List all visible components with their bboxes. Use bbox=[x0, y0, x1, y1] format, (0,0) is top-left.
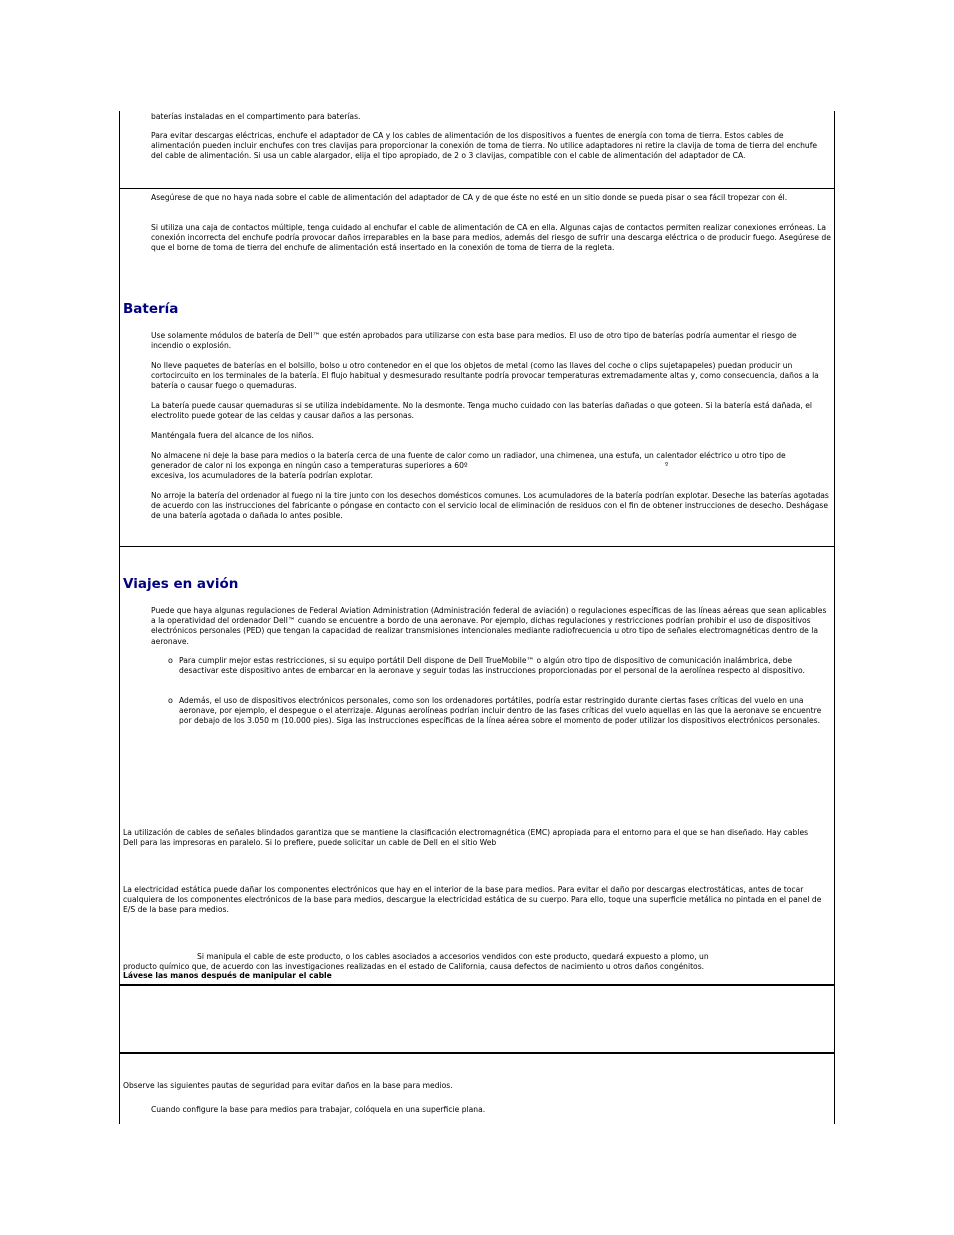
paragraph-battery-fire: No arroje la batería del ordenador al fuego ni la tire junto con los desechos domésticos comunes. Los acumuladores de la batería podrían explotar. Deseche las baterías agotadas de acuerdo con las instrucciones del fabricante o póngase en contacto con el servicio local de eliminación de residuos con el fin de obtener instrucciones de desecho. Deshágase de una batería agotada o dañada lo antes posible. bbox=[151, 491, 829, 521]
paragraph-battery-dell: Use solamente módulos de batería de Dell™ que estén aprobados para utilizarse con esta base para medios. El uso de otro tipo de baterías podría aumentar el riesgo de incendio o explosión. bbox=[151, 331, 797, 351]
paragraph-electric-shock: Para evitar descargas eléctricas, enchufe el adaptador de CA y los cables de alimentación de los dispositivos a fuentes de energía con toma de tierra. Estos cables de alimentación pueden incluir enchufes con tres clavijas para proporcionar la conexión de toma de tierra. No utilice adaptadores ni retire la clavija de toma de tierra del enchufe del cable de alimentación. Si usa un cable alargador, elija el tipo apropiado, de 2 o 3 clavijas, compatible con el cable de alimentación del adaptador de CA. bbox=[151, 131, 818, 161]
heading-bateria: Batería bbox=[123, 301, 179, 317]
paragraph-lead-line2: producto químico que, de acuerdo con las investigaciones realizadas en el estado de California, causa defectos de nacimiento u otros daños congénitos. bbox=[123, 962, 705, 971]
paragraph-flat-surface: Cuando configure la base para medios para trabajar, colóquela en una superficie plana. bbox=[151, 1105, 486, 1114]
lead-wash-hands: Lávese las manos después de manipular el cable bbox=[123, 971, 332, 980]
bullet-marker: o bbox=[168, 656, 173, 665]
paragraph-battery-heat: No almacene ni deje la base para medios o la batería cerca de una fuente de calor como un radiador, una chimenea, una estufa, un calentador eléctrico u otro tipo de generador de calor ni los exponga en ningún caso a temperaturas superiores a 60º bbox=[151, 451, 786, 471]
bullet-marker: o bbox=[168, 696, 173, 705]
divider bbox=[119, 984, 834, 986]
paragraph-battery-burns: La batería puede causar quemaduras si se utiliza indebidamente. No la desmonte. Tenga mucho cuidado con las baterías dañadas o que goteen. Si la batería está dañada, el electrolito puede gotear de las celdas y causar daños a las personas. bbox=[151, 401, 813, 421]
paragraph-power-cable: Asegúrese de que no haya nada sobre el cable de alimentación del adaptador de CA y de que éste no esté en un sitio donde se pueda pisar o sea fácil tropezar con él. bbox=[151, 193, 788, 202]
paragraph-esd: La electricidad estática puede dañar los componentes electrónicos que hay en el interior de la base para medios. Para evitar el daño por descargas electrostáticas, antes de tocar cualquiera de los componentes electrónicos de la base para medios, descargue la electricidad estática de su cuerpo. Para ello, toque una superficie metálica no pintada en el panel de E/S de la base para medios. bbox=[123, 885, 822, 915]
paragraph-battery-children: Manténgala fuera del alcance de los niños. bbox=[151, 431, 314, 440]
paragraph-emc: La utilización de cables de señales blindados garantiza que se mantiene la clasificación electromagnética (EMC) apropiada para el entorno para el que se han diseñado. Hay cables Dell para las impresoras en paralelo. Si lo prefiere, puede solicitar un cable de Dell en el sitio Web bbox=[123, 828, 809, 848]
paragraph-battery-compartment: baterías instaladas en el compartimento para baterías. bbox=[151, 112, 361, 121]
paragraph-power-strip: Si utiliza una caja de contactos múltiple, tenga cuidado al enchufar el cable de alimentación de CA en ella. Algunas cajas de contactos permiten realizar conexiones erróneas. La conexión incorrecta del enchufe podría provocar daños irreparables en la base para medios, además del riesgo de sufrir una descarga eléctrica o de producir fuego. Asegúrese de que el borne de toma de tierra del enchufe de alimentación está insertado en la conexión de toma de tierra de la regleta. bbox=[151, 223, 831, 253]
divider bbox=[119, 188, 834, 189]
paragraph-battery-pocket: No lleve paquetes de baterías en el bolsillo, bolso u otro contenedor en el que los objetos de metal (como las llaves del coche o clips sujetapapeles) puedan producir un cortocircuito en los terminales de la batería. El flujo habitual y desmesurado resultante podría provocar temperaturas extremadamente altas y, como consecuencia, daños a la batería o causar fuego o quemaduras. bbox=[151, 361, 819, 391]
divider bbox=[119, 546, 834, 547]
list-item-wireless: Para cumplir mejor estas restricciones, si su equipo portátil Dell dispone de Dell TrueMobile™ o algún otro tipo de dispositivo de comunicación inalámbrica, debe desactivar este dispositivo antes de embarcar en la aeronave y seguir todas las instrucciones proporcionadas por el personal de la aerolínea respecto al dispositivo. bbox=[179, 656, 805, 676]
paragraph-lead-warning bbox=[123, 971, 823, 981]
divider bbox=[119, 1052, 834, 1054]
paragraph-faa: Puede que haya algunas regulaciones de Federal Aviation Administration (Administración federal de aviación) o regulaciones específicas de las líneas aéreas que sean aplicables a la operatividad del ordenador Dell™ cuando se encuentre a bordo de una aeronave. Por ejemplo, dichas regulaciones y restricciones podrían prohibir el uso de dispositivos electrónicos personales (PED) que tengan la capacidad de realizar transmisiones intencionales mediante radiofrecuencia u otro tipo de señales electromagnéticas dentro de la aeronave. bbox=[151, 606, 827, 646]
paragraph-lead-line1: Si manipula el cable de este producto, o los cables asociados a accesorios vendidos con este producto, quedará expuesto a plomo, un bbox=[197, 952, 709, 961]
heading-viajes: Viajes en avión bbox=[123, 576, 239, 592]
paragraph-battery-heat-cont: excesiva, los acumuladores de la batería podrían explotar. bbox=[151, 471, 373, 480]
list-item-critical-phases: Además, el uso de dispositivos electrónicos personales, como son los ordenadores portátiles, podría estar restringido durante ciertas fases críticas del vuelo en una aeronave, por ejemplo, el despegue o el aterrizaje. Algunas aerolíneas podrían incluir dentro de las fases críticas del vuelo aquellas en las que la aeronave se encuentre por debajo de los 3.050 m (10.000 pies). Siga las instrucciones específicas de la línea aérea sobre el momento de poder utilizar los dispositivos electrónicos personales. bbox=[179, 696, 822, 726]
paragraph-guidelines-intro: Observe las siguientes pautas de seguridad para evitar daños en la base para medios. bbox=[123, 1081, 453, 1090]
degree-symbol: º bbox=[665, 461, 669, 469]
